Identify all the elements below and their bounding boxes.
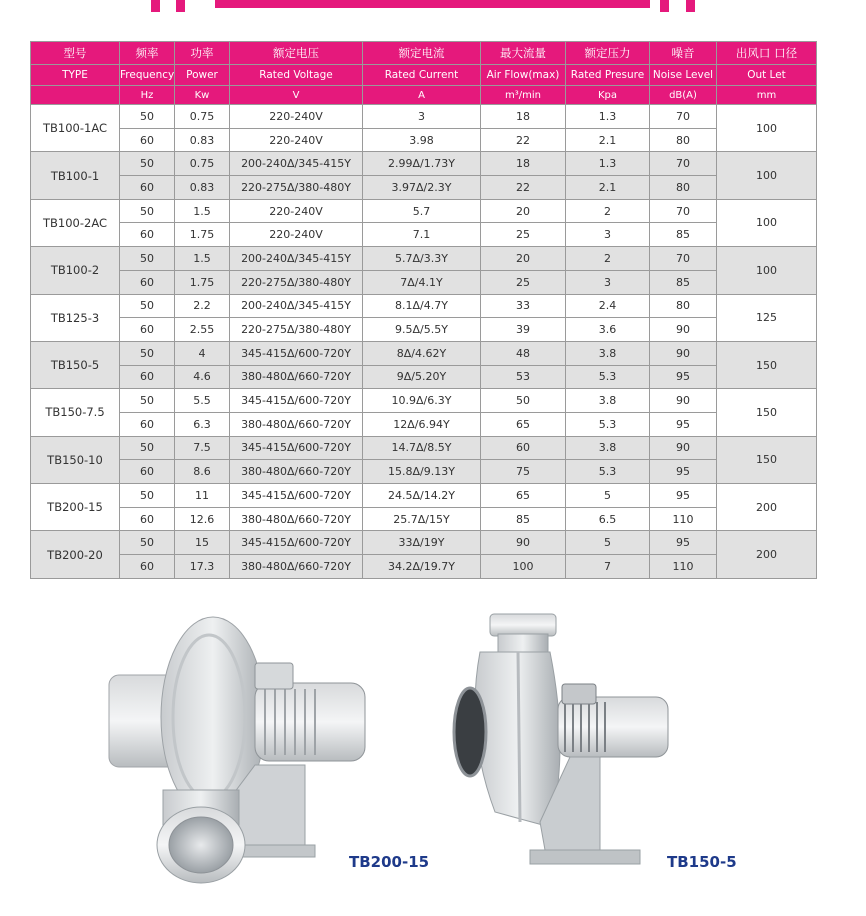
pressure-cell: 6.5 — [566, 507, 650, 531]
pressure-cell: 3.8 — [566, 389, 650, 413]
table-row — [31, 199, 817, 223]
noise-cell: 110 — [650, 555, 717, 579]
flow-cell: 53 — [481, 365, 566, 389]
freq-cell: 60 — [120, 318, 175, 342]
current-cell: 14.7Δ/8.5Y — [363, 436, 481, 460]
pressure-cell: 2.1 — [566, 128, 650, 152]
header-cell — [31, 86, 120, 105]
freq-cell: 60 — [120, 365, 175, 389]
voltage-cell: 380-480Δ/660-720Y — [230, 412, 363, 436]
header-cell: 额定压力 — [566, 42, 650, 65]
freq-cell: 60 — [120, 460, 175, 484]
freq-cell: 50 — [120, 484, 175, 508]
freq-cell: 60 — [120, 555, 175, 579]
header-cell: Hz — [120, 86, 175, 105]
current-cell: 25.7Δ/15Y — [363, 507, 481, 531]
power-cell: 11 — [175, 484, 230, 508]
current-cell: 15.8Δ/9.13Y — [363, 460, 481, 484]
outlet-cell: 100 — [717, 199, 817, 246]
flow-cell: 50 — [481, 389, 566, 413]
flow-cell: 90 — [481, 531, 566, 555]
power-cell: 0.75 — [175, 152, 230, 176]
voltage-cell: 220-240V — [230, 128, 363, 152]
header-cell: Power — [175, 65, 230, 86]
outlet-cell: 150 — [717, 389, 817, 436]
current-cell: 5.7 — [363, 199, 481, 223]
header-cell: Rated Current — [363, 65, 481, 86]
flow-cell: 22 — [481, 176, 566, 200]
freq-cell: 50 — [120, 389, 175, 413]
current-cell: 7.1 — [363, 223, 481, 247]
table-row — [31, 436, 817, 460]
table-row — [31, 152, 817, 176]
noise-cell: 80 — [650, 176, 717, 200]
current-cell: 3.98 — [363, 128, 481, 152]
noise-cell: 90 — [650, 341, 717, 365]
current-cell: 3.97Δ/2.3Y — [363, 176, 481, 200]
spec-table — [30, 41, 817, 579]
current-cell: 24.5Δ/14.2Y — [363, 484, 481, 508]
flow-cell: 100 — [481, 555, 566, 579]
flow-cell: 48 — [481, 341, 566, 365]
freq-cell: 60 — [120, 223, 175, 247]
current-cell: 5.7Δ/3.3Y — [363, 247, 481, 271]
header-row-chinese — [31, 42, 817, 65]
noise-cell: 90 — [650, 389, 717, 413]
pressure-cell: 2 — [566, 247, 650, 271]
freq-cell: 60 — [120, 412, 175, 436]
noise-cell: 95 — [650, 460, 717, 484]
outlet-cell: 100 — [717, 247, 817, 294]
voltage-cell: 220-275Δ/380-480Y — [230, 176, 363, 200]
table-row — [31, 294, 817, 318]
noise-cell: 90 — [650, 436, 717, 460]
header-cell: Frequency — [120, 65, 175, 86]
table-row — [31, 365, 817, 389]
noise-cell: 70 — [650, 152, 717, 176]
flow-cell: 18 — [481, 152, 566, 176]
freq-cell: 60 — [120, 507, 175, 531]
noise-cell: 95 — [650, 412, 717, 436]
power-cell: 8.6 — [175, 460, 230, 484]
noise-cell: 95 — [650, 531, 717, 555]
deco-tick — [660, 0, 669, 12]
flow-cell: 18 — [481, 105, 566, 129]
noise-cell: 80 — [650, 128, 717, 152]
table-row — [31, 507, 817, 531]
power-cell: 1.5 — [175, 199, 230, 223]
power-cell: 2.55 — [175, 318, 230, 342]
header-cell: 噪音 — [650, 42, 717, 65]
noise-cell: 90 — [650, 318, 717, 342]
voltage-cell: 345-415Δ/600-720Y — [230, 484, 363, 508]
flow-cell: 33 — [481, 294, 566, 318]
current-cell: 8.1Δ/4.7Y — [363, 294, 481, 318]
voltage-cell: 380-480Δ/660-720Y — [230, 460, 363, 484]
model-type-cell: TB150-7.5 — [31, 389, 120, 436]
deco-bar — [215, 0, 650, 8]
freq-cell: 50 — [120, 341, 175, 365]
voltage-cell: 345-415Δ/600-720Y — [230, 436, 363, 460]
table-row — [31, 531, 817, 555]
header-cell: 额定电流 — [363, 42, 481, 65]
header-cell: Kw — [175, 86, 230, 105]
table-row — [31, 412, 817, 436]
pressure-cell: 2.1 — [566, 176, 650, 200]
current-cell: 33Δ/19Y — [363, 531, 481, 555]
pressure-cell: 3.8 — [566, 436, 650, 460]
power-cell: 0.75 — [175, 105, 230, 129]
voltage-cell: 345-415Δ/600-720Y — [230, 341, 363, 365]
table-body — [31, 105, 817, 579]
voltage-cell: 200-240Δ/345-415Y — [230, 152, 363, 176]
pressure-cell: 5.3 — [566, 460, 650, 484]
current-cell: 12Δ/6.94Y — [363, 412, 481, 436]
freq-cell: 50 — [120, 436, 175, 460]
freq-cell: 60 — [120, 128, 175, 152]
freq-cell: 50 — [120, 247, 175, 271]
table-row — [31, 460, 817, 484]
table-row — [31, 176, 817, 200]
table-header — [31, 42, 817, 105]
noise-cell: 110 — [650, 507, 717, 531]
outlet-cell: 200 — [717, 484, 817, 531]
freq-cell: 60 — [120, 270, 175, 294]
voltage-cell: 220-240V — [230, 223, 363, 247]
noise-cell: 85 — [650, 270, 717, 294]
power-cell: 4.6 — [175, 365, 230, 389]
model-type-cell: TB100-1 — [31, 152, 120, 199]
model-type-cell: TB200-20 — [31, 531, 120, 578]
voltage-cell: 220-240V — [230, 199, 363, 223]
voltage-cell: 220-275Δ/380-480Y — [230, 270, 363, 294]
power-cell: 0.83 — [175, 128, 230, 152]
pressure-cell: 1.3 — [566, 152, 650, 176]
noise-cell: 85 — [650, 223, 717, 247]
deco-tick — [176, 0, 185, 12]
power-cell: 4 — [175, 341, 230, 365]
table-row — [31, 484, 817, 508]
table-row — [31, 247, 817, 271]
blower-large-icon — [105, 605, 375, 890]
flow-cell: 25 — [481, 270, 566, 294]
header-cell: dB(A) — [650, 86, 717, 105]
noise-cell: 70 — [650, 199, 717, 223]
power-cell: 5.5 — [175, 389, 230, 413]
current-cell: 7Δ/4.1Y — [363, 270, 481, 294]
header-cell: A — [363, 86, 481, 105]
outlet-cell: 100 — [717, 152, 817, 199]
outlet-cell: 100 — [717, 105, 817, 152]
product-caption: TB200-15 — [349, 853, 430, 871]
header-cell: 最大流量 — [481, 42, 566, 65]
header-cell: Out Let — [717, 65, 817, 86]
voltage-cell: 200-240Δ/345-415Y — [230, 294, 363, 318]
freq-cell: 50 — [120, 294, 175, 318]
outlet-cell: 150 — [717, 436, 817, 483]
pressure-cell: 3.6 — [566, 318, 650, 342]
power-cell: 17.3 — [175, 555, 230, 579]
model-type-cell: TB100-1AC — [31, 105, 120, 152]
pressure-cell: 1.3 — [566, 105, 650, 129]
model-type-cell: TB125-3 — [31, 294, 120, 341]
header-cell: mm — [717, 86, 817, 105]
header-cell: V — [230, 86, 363, 105]
voltage-cell: 220-275Δ/380-480Y — [230, 318, 363, 342]
header-row-english — [31, 65, 817, 86]
table-row — [31, 223, 817, 247]
freq-cell: 60 — [120, 176, 175, 200]
current-cell: 9.5Δ/5.5Y — [363, 318, 481, 342]
header-cell: 功率 — [175, 42, 230, 65]
freq-cell: 50 — [120, 531, 175, 555]
product-caption: TB150-5 — [667, 853, 737, 871]
header-cell: m³/min — [481, 86, 566, 105]
current-cell: 9Δ/5.20Y — [363, 365, 481, 389]
outlet-cell: 200 — [717, 531, 817, 578]
header-decoration — [0, 0, 866, 12]
pressure-cell: 3 — [566, 270, 650, 294]
header-cell: TYPE — [31, 65, 120, 86]
deco-tick — [686, 0, 695, 12]
flow-cell: 25 — [481, 223, 566, 247]
header-cell: Noise Level — [650, 65, 717, 86]
power-cell: 6.3 — [175, 412, 230, 436]
pressure-cell: 5 — [566, 531, 650, 555]
header-cell: Air Flow(max) — [481, 65, 566, 86]
header-cell: 型号 — [31, 42, 120, 65]
model-type-cell: TB100-2 — [31, 247, 120, 294]
model-type-cell: TB100-2AC — [31, 199, 120, 246]
power-cell: 7.5 — [175, 436, 230, 460]
model-type-cell: TB150-10 — [31, 436, 120, 483]
power-cell: 15 — [175, 531, 230, 555]
table-row — [31, 270, 817, 294]
noise-cell: 95 — [650, 365, 717, 389]
flow-cell: 22 — [481, 128, 566, 152]
table-row — [31, 128, 817, 152]
freq-cell: 50 — [120, 152, 175, 176]
power-cell: 1.5 — [175, 247, 230, 271]
table-row — [31, 105, 817, 129]
header-cell: 出风口 口径 — [717, 42, 817, 65]
voltage-cell: 220-240V — [230, 105, 363, 129]
current-cell: 34.2Δ/19.7Y — [363, 555, 481, 579]
current-cell: 3 — [363, 105, 481, 129]
flow-cell: 75 — [481, 460, 566, 484]
table-row — [31, 389, 817, 413]
pressure-cell: 2.4 — [566, 294, 650, 318]
current-cell: 2.99Δ/1.73Y — [363, 152, 481, 176]
pressure-cell: 2 — [566, 199, 650, 223]
power-cell: 0.83 — [175, 176, 230, 200]
noise-cell: 80 — [650, 294, 717, 318]
header-cell: 额定电压 — [230, 42, 363, 65]
current-cell: 10.9Δ/6.3Y — [363, 389, 481, 413]
deco-tick — [151, 0, 160, 12]
flow-cell: 65 — [481, 412, 566, 436]
noise-cell: 70 — [650, 247, 717, 271]
header-cell: Rated Presure — [566, 65, 650, 86]
pressure-cell: 5.3 — [566, 412, 650, 436]
table-row — [31, 318, 817, 342]
header-cell: Rated Voltage — [230, 65, 363, 86]
pressure-cell: 3 — [566, 223, 650, 247]
power-cell: 12.6 — [175, 507, 230, 531]
power-cell: 1.75 — [175, 223, 230, 247]
flow-cell: 65 — [481, 484, 566, 508]
pressure-cell: 7 — [566, 555, 650, 579]
voltage-cell: 200-240Δ/345-415Y — [230, 247, 363, 271]
flow-cell: 60 — [481, 436, 566, 460]
header-row-units — [31, 86, 817, 105]
model-type-cell: TB200-15 — [31, 484, 120, 531]
current-cell: 8Δ/4.62Y — [363, 341, 481, 365]
flow-cell: 85 — [481, 507, 566, 531]
voltage-cell: 345-415Δ/600-720Y — [230, 531, 363, 555]
noise-cell: 95 — [650, 484, 717, 508]
voltage-cell: 345-415Δ/600-720Y — [230, 389, 363, 413]
voltage-cell: 380-480Δ/660-720Y — [230, 555, 363, 579]
header-cell: Kpa — [566, 86, 650, 105]
header-cell: 频率 — [120, 42, 175, 65]
flow-cell: 39 — [481, 318, 566, 342]
outlet-cell: 125 — [717, 294, 817, 341]
power-cell: 1.75 — [175, 270, 230, 294]
noise-cell: 70 — [650, 105, 717, 129]
flow-cell: 20 — [481, 247, 566, 271]
pressure-cell: 5 — [566, 484, 650, 508]
flow-cell: 20 — [481, 199, 566, 223]
table-row — [31, 555, 817, 579]
pressure-cell: 5.3 — [566, 365, 650, 389]
freq-cell: 50 — [120, 199, 175, 223]
model-type-cell: TB150-5 — [31, 341, 120, 388]
table-row — [31, 341, 817, 365]
voltage-cell: 380-480Δ/660-720Y — [230, 365, 363, 389]
outlet-cell: 150 — [717, 341, 817, 388]
pressure-cell: 3.8 — [566, 341, 650, 365]
power-cell: 2.2 — [175, 294, 230, 318]
freq-cell: 50 — [120, 105, 175, 129]
voltage-cell: 380-480Δ/660-720Y — [230, 507, 363, 531]
blower-small-icon — [450, 612, 680, 882]
